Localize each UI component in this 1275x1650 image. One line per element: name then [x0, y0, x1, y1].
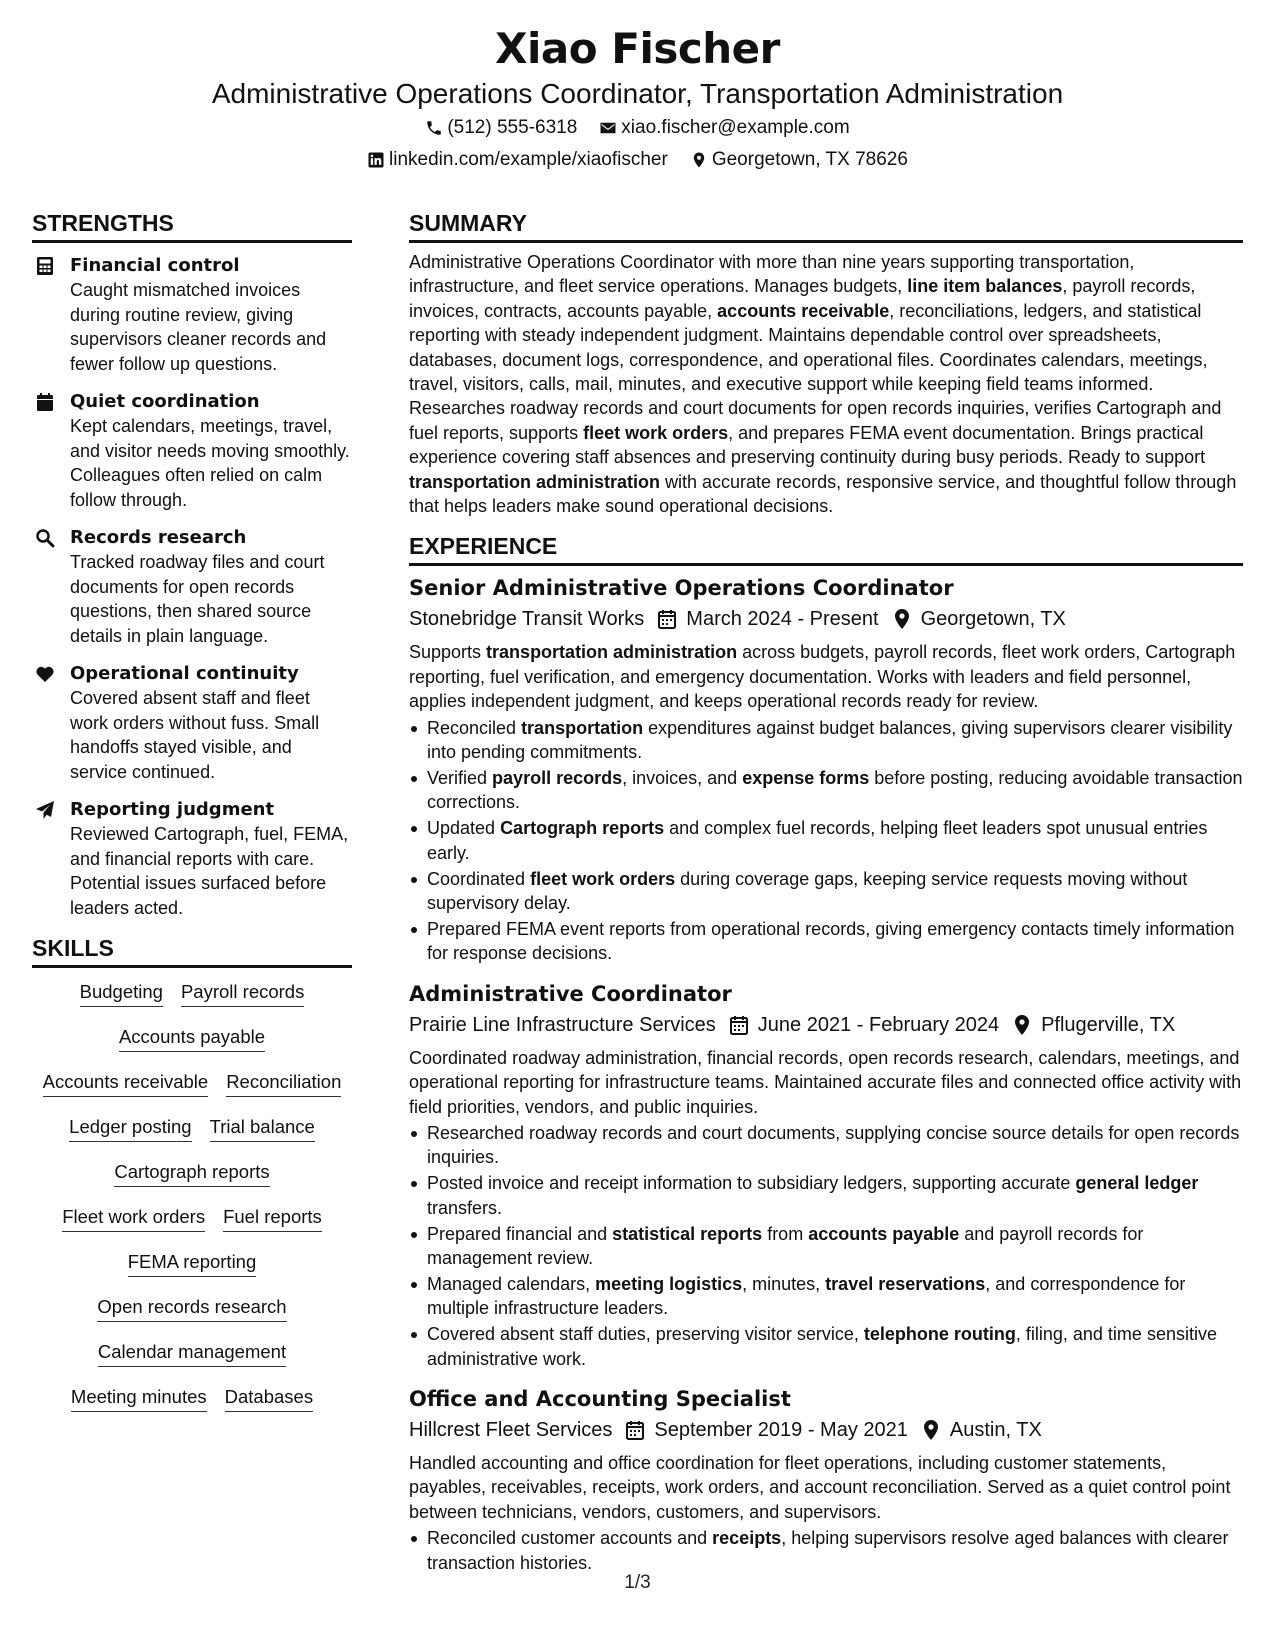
map-pin-icon	[922, 1420, 940, 1440]
skill-row	[32, 1295, 352, 1322]
summary-heading: SUMMARY	[409, 208, 1243, 243]
strength-description: Reviewed Cartograph, fuel, FEMA, and financial reports with care. Potential issues surfaced before leaders acted.	[70, 824, 349, 918]
skill-tag: Ledger posting	[69, 1115, 191, 1142]
skills-heading: SKILLS	[32, 933, 352, 968]
bold-keyword: receipts	[712, 1528, 782, 1549]
summary-text: Administrative Operations Coordinator with more than nine years supporting transportation, infrastructure, and fleet service operations. Manages budgets, line item balances, payroll records, invoices, contracts, accounts payable, accounts receivable, reconciliations, ledgers, and statistical reporting with steady independent judgment. Maintains dependable control over spreadsheets, databases, document logs, correspondence, and operational files. Coordinates calendars, meetings, travel, visitors, calls, mail, minutes, and executive support while keeping field teams informed. Researches roadway records and court documents for open records inquiries, verifies Cartograph and fuel reports, supports fleet work orders, and prepares FEMA event documentation. Brings practical experience covering staff absences and preserving continuity during busy periods. Ready to support transportation administration with accurate records, responsive service, and thoughtful follow through that helps leaders make sound operational decisions.	[409, 252, 1237, 517]
bold-keyword: general ledger	[1075, 1173, 1199, 1194]
strength-title: Quiet coordination	[70, 391, 260, 412]
bullet-item: Researched roadway records and court documents, supplying concise source details for open records inquiries.	[409, 1121, 1243, 1170]
job-meta	[409, 604, 1243, 634]
calendar-icon	[658, 609, 676, 629]
strength-item	[32, 389, 352, 512]
bold-keyword: fleet work orders	[583, 422, 729, 443]
strength-description: Kept calendars, meetings, travel, and visitor needs moving smoothly. Colleagues often relied on calm follow through.	[70, 416, 350, 510]
job-title: Administrative Coordinator	[409, 981, 732, 1006]
skill-tag: Accounts receivable	[43, 1070, 209, 1097]
skill-row	[32, 1160, 352, 1187]
job-bullets	[409, 1121, 1243, 1371]
location-contact	[690, 144, 908, 176]
bold-keyword: accounts receivable	[717, 300, 890, 321]
search-icon	[35, 528, 55, 548]
bold-keyword: statistical reports	[612, 1223, 763, 1244]
linkedin-text[interactable]: linkedin.com/example/xiaofischer	[389, 149, 668, 170]
job-location: Georgetown, TX	[920, 608, 1066, 631]
page-number: 1/3	[624, 1572, 651, 1593]
skill-tag: Reconciliation	[226, 1070, 341, 1097]
job-dates: June 2021 - February 2024	[757, 1013, 1000, 1036]
map-pin-icon	[1013, 1015, 1031, 1035]
strength-title: Records research	[70, 527, 247, 548]
job-meta	[409, 1010, 1243, 1040]
bullet-item: Covered absent staff duties, preserving visitor service, telephone routing, filing, and time sensitive administrative work.	[409, 1322, 1243, 1371]
skill-tag: Calendar management	[98, 1340, 286, 1367]
skill-tag: Meeting minutes	[71, 1385, 207, 1412]
job-dates: March 2024 - Present	[686, 608, 879, 631]
calendar-icon	[730, 1015, 748, 1035]
skill-row	[32, 1250, 352, 1277]
bullet-item: Prepared financial and statistical reports from accounts payable and payroll records for management review.	[409, 1222, 1243, 1271]
candidate-title: Administrative Operations Coordinator, Transportation Administration	[211, 78, 1064, 109]
left-column	[32, 208, 352, 1430]
skill-row	[32, 1070, 352, 1097]
resume-header	[0, 22, 1275, 176]
bold-keyword: travel reservations	[825, 1273, 986, 1294]
strength-description: Tracked roadway files and court documents for open records questions, then shared source details in plain language.	[70, 552, 325, 646]
job-company: Hillcrest Fleet Services	[409, 1419, 613, 1442]
bullet-item: Prepared FEMA event reports from operational records, giving emergency contacts timely information for response decisions.	[409, 917, 1243, 966]
candidate-name: Xiao Fischer	[495, 24, 780, 73]
experience-heading: EXPERIENCE	[409, 531, 1243, 566]
strength-description: Covered absent staff and fleet work orders without fuss. Small handoffs stayed visible, and service continued.	[70, 688, 320, 782]
job-description: Supports transportation administration across budgets, payroll records, fleet work orders, Cartograph reporting, fuel verification, and emergency documentation. Works with leaders and field personnel, applies independent judgment, and keeps operational records ready for review.	[409, 642, 1236, 712]
strength-title: Financial control	[70, 255, 240, 276]
strength-item	[32, 797, 352, 920]
bold-keyword: Cartograph reports	[500, 818, 665, 839]
skill-tag: Open records research	[97, 1295, 286, 1322]
bold-keyword: fleet work orders	[530, 868, 676, 889]
bold-keyword: accounts payable	[808, 1223, 960, 1244]
map-pin-icon	[690, 151, 708, 169]
email-text[interactable]: xiao.fischer@example.com	[621, 117, 850, 138]
strengths-list	[32, 253, 352, 920]
contact-row-2	[0, 144, 1275, 176]
job-entry	[409, 1383, 1243, 1575]
job-entry	[409, 572, 1243, 965]
bold-keyword: transportation administration	[409, 471, 661, 492]
job-location: Pflugerville, TX	[1041, 1013, 1176, 1036]
bold-keyword: payroll records	[492, 768, 623, 788]
contact-row-1	[0, 112, 1275, 144]
bullet-item: Posted invoice and receipt information to subsidiary ledgers, supporting accurate general ledger transfers.	[409, 1171, 1243, 1220]
bold-keyword: meeting logistics	[595, 1273, 743, 1294]
skills-list	[32, 980, 352, 1412]
email-contact[interactable]	[599, 112, 849, 144]
job-description: Coordinated roadway administration, financial records, open records research, calendars, meetings, and operational reporting for infrastructure teams. Maintained accurate files and connected office activity with field priorities, vendors, and public inquiries.	[409, 1047, 1242, 1117]
bullet-item: Reconciled customer accounts and receipts, helping supervisors resolve aged balances with clearer transaction histories.	[409, 1526, 1243, 1575]
skill-row	[32, 1025, 352, 1052]
job-location: Austin, TX	[949, 1419, 1042, 1442]
skill-tag: Trial balance	[210, 1115, 315, 1142]
bullet-item: Managed calendars, meeting logistics, minutes, travel reservations, and correspondence for multiple infrastructure leaders.	[409, 1272, 1243, 1321]
skill-row	[32, 980, 352, 1007]
job-bullets	[409, 716, 1243, 966]
phone-text: (512) 555-6318	[447, 117, 578, 138]
calendar-icon	[626, 1420, 644, 1440]
bold-keyword: expense forms	[742, 768, 870, 788]
job-title: Office and Accounting Specialist	[409, 1387, 791, 1412]
linkedin-contact[interactable]	[367, 144, 668, 176]
bullet-item: Updated Cartograph reports and complex fuel records, helping fleet leaders spot unusual entries early.	[409, 816, 1243, 865]
phone-icon	[425, 119, 443, 137]
envelope-icon	[599, 119, 617, 137]
strength-title: Reporting judgment	[70, 799, 275, 820]
phone-contact	[425, 112, 577, 144]
strength-item	[32, 253, 352, 376]
bullet-item: Verified payroll records, invoices, and expense forms before posting, reducing avoidable transaction corrections.	[409, 766, 1243, 815]
bullet-item: Coordinated fleet work orders during coverage gaps, keeping service requests moving without supervisory delay.	[409, 867, 1243, 916]
skill-row	[32, 1340, 352, 1367]
bold-keyword: transportation administration	[486, 642, 738, 663]
bold-keyword: transportation	[521, 717, 644, 738]
linkedin-icon	[367, 151, 385, 169]
calendar-icon	[35, 392, 55, 412]
job-meta	[409, 1415, 1243, 1445]
location-text: Georgetown, TX 78626	[711, 149, 908, 170]
bold-keyword: telephone routing	[863, 1324, 1016, 1345]
skill-tag: Fuel reports	[223, 1205, 322, 1232]
strength-title: Operational continuity	[70, 663, 299, 684]
skill-tag: Budgeting	[80, 980, 163, 1007]
paper-plane-icon	[35, 800, 55, 820]
bold-keyword: line item balances	[907, 276, 1063, 297]
strength-item	[32, 661, 352, 784]
skill-row	[32, 1205, 352, 1232]
job-bullets	[409, 1526, 1243, 1575]
map-pin-icon	[893, 609, 911, 629]
job-dates: September 2019 - May 2021	[654, 1419, 908, 1442]
skill-tag: FEMA reporting	[128, 1250, 257, 1277]
skill-tag: Payroll records	[181, 980, 304, 1007]
job-company: Stonebridge Transit Works	[409, 608, 645, 631]
skill-tag: Fleet work orders	[62, 1205, 205, 1232]
bullet-item: Reconciled transportation expenditures against budget balances, giving supervisors clearer visibility into pending commitments.	[409, 716, 1243, 765]
skill-row	[32, 1385, 352, 1412]
job-description: Handled accounting and office coordination for fleet operations, including customer statements, payables, receivables, receipts, work orders, and account reconciliation. Served as a quiet control point between technicians, vendors, customers, and supervisors.	[409, 1453, 1231, 1522]
skill-tag: Databases	[225, 1385, 313, 1412]
right-column	[409, 208, 1243, 1577]
job-company: Prairie Line Infrastructure Services	[409, 1013, 716, 1036]
heart-icon	[35, 664, 55, 684]
calculator-icon	[35, 256, 55, 276]
job-entry	[409, 978, 1243, 1371]
skill-row	[32, 1115, 352, 1142]
skill-tag: Cartograph reports	[114, 1160, 269, 1187]
strength-item	[32, 525, 352, 648]
job-title: Senior Administrative Operations Coordinator	[409, 576, 954, 601]
strength-description: Caught mismatched invoices during routine review, giving supervisors cleaner records and fewer follow up questions.	[70, 280, 327, 374]
strengths-heading: STRENGTHS	[32, 208, 352, 243]
skill-tag: Accounts payable	[119, 1025, 265, 1052]
